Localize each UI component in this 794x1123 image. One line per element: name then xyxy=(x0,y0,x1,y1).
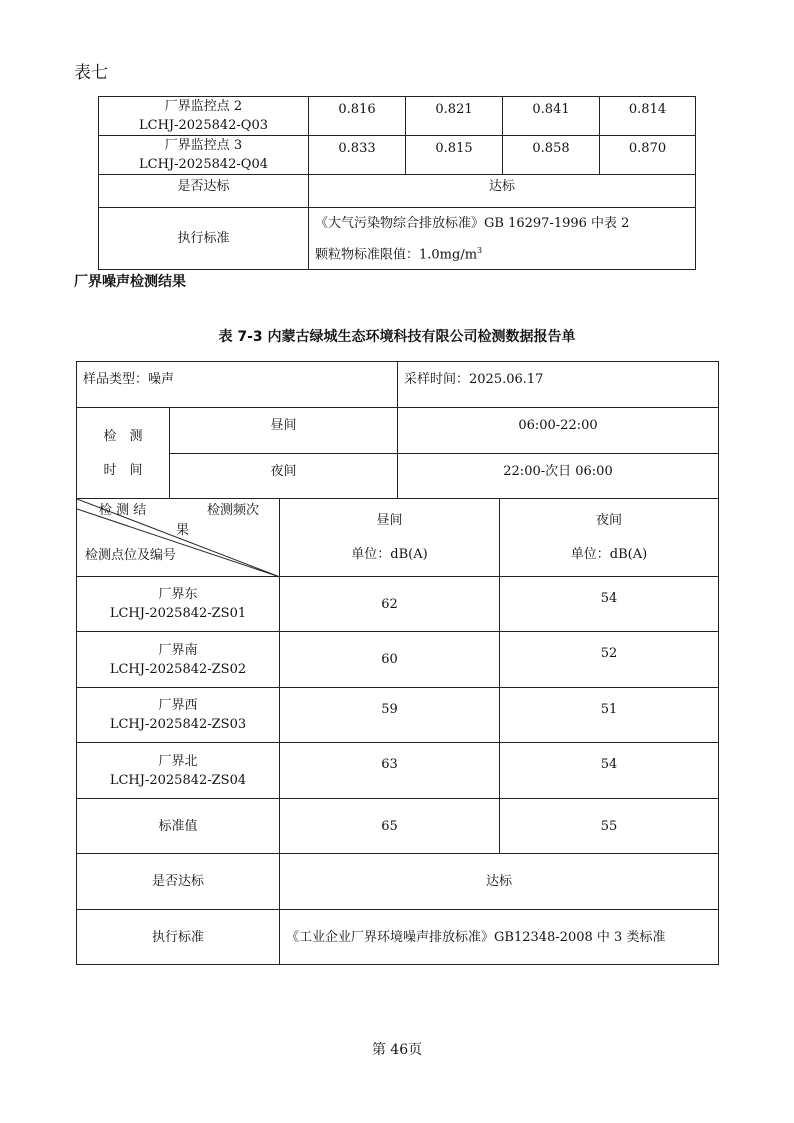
sample-type: 样品类型：噪声 xyxy=(77,362,398,408)
point-code: LCHJ-2025842-ZS04 xyxy=(109,772,247,788)
day-range: 06:00-22:00 xyxy=(398,408,719,454)
point-name: 厂界西 xyxy=(158,698,198,713)
value-cell: 0.816 xyxy=(309,97,406,136)
noise-table xyxy=(76,361,719,965)
sampling-time: 采样时间：2025.06.17 xyxy=(398,362,719,408)
diagonal-header-cell xyxy=(77,499,280,577)
value-cell: 0.814 xyxy=(600,97,696,136)
table-row xyxy=(77,799,719,854)
point-code: LCHJ-2025842-Q03 xyxy=(138,118,268,133)
value-cell: 0.833 xyxy=(309,136,406,175)
value-cell: 0.858 xyxy=(503,136,600,175)
point-code: LCHJ-2025842-ZS02 xyxy=(109,661,247,677)
table-row xyxy=(77,688,719,743)
diag-text-result: 检 测 结 xyxy=(99,503,147,518)
point-name: 厂界监控点 2 xyxy=(164,99,243,114)
col-day-unit: 单位：dB(A) xyxy=(351,546,428,562)
point-name: 厂界北 xyxy=(158,753,198,769)
table-row xyxy=(99,208,696,270)
diag-text-frequency: 检测频次 xyxy=(207,503,260,518)
table-caption: 表 7-3 内蒙古绿城生态环境科技有限公司检测数据报告单 xyxy=(218,329,576,345)
day-value: 60 xyxy=(280,632,500,688)
time-label: 时 间 xyxy=(103,463,143,478)
point-name: 厂界南 xyxy=(158,642,198,658)
point-name: 厂界监控点 3 xyxy=(164,138,243,153)
col-night-label: 夜间 xyxy=(595,512,622,528)
table-row xyxy=(77,910,719,965)
day-value: 59 xyxy=(280,688,500,743)
table-continuation-label: 表七 xyxy=(74,63,108,83)
table-row xyxy=(99,97,696,136)
compliance-label: 是否达标 xyxy=(77,854,280,910)
standard-label: 执行标准 xyxy=(99,208,309,270)
table-row xyxy=(77,854,719,910)
standard-text-line1: 《大气污染物综合排放标准》GB 16297-1996 中表 2 xyxy=(315,216,630,231)
compliance-value: 达标 xyxy=(309,175,696,208)
standard-day: 65 xyxy=(280,799,500,854)
night-range: 22:00-次日 06:00 xyxy=(398,454,719,499)
col-day-label: 昼间 xyxy=(376,512,403,528)
diag-text-point: 检测点位及编号 xyxy=(85,548,177,563)
diag-text-result-cont: 果 xyxy=(176,523,190,538)
exec-standard-text: 《工业企业厂界环境噪声排放标准》GB12348-2008 中 3 类标准 xyxy=(280,910,719,965)
standard-value-label: 标准值 xyxy=(77,799,280,854)
day-value: 63 xyxy=(280,743,500,799)
time-label: 检 测 xyxy=(103,429,143,444)
section-title: 厂界噪声检测结果 xyxy=(74,274,186,290)
table-row xyxy=(77,362,719,408)
page-number: 第 46页 xyxy=(371,1042,423,1058)
point-code: LCHJ-2025842-Q04 xyxy=(138,157,268,172)
col-night-unit: 单位：dB(A) xyxy=(570,546,648,562)
point-code: LCHJ-2025842-ZS03 xyxy=(109,717,247,732)
point-code: LCHJ-2025842-ZS01 xyxy=(109,606,247,621)
table-row xyxy=(77,577,719,632)
table-row xyxy=(77,499,719,577)
night-value: 54 xyxy=(500,577,719,632)
compliance-value: 达标 xyxy=(280,854,719,910)
table-row xyxy=(99,136,696,175)
table-row xyxy=(77,743,719,799)
day-label: 昼间 xyxy=(170,408,398,454)
standard-night: 55 xyxy=(500,799,719,854)
night-value: 54 xyxy=(500,743,719,799)
value-cell: 0.821 xyxy=(406,97,503,136)
table-row xyxy=(77,632,719,688)
value-cell: 0.841 xyxy=(503,97,600,136)
night-label: 夜间 xyxy=(170,454,398,499)
table-row xyxy=(77,408,719,454)
exec-standard-label: 执行标准 xyxy=(77,910,280,965)
point-name: 厂界东 xyxy=(158,587,198,602)
superscript: 3 xyxy=(477,246,483,255)
table-row xyxy=(77,454,719,499)
day-value: 62 xyxy=(280,577,500,632)
table-row xyxy=(99,175,696,208)
night-value: 52 xyxy=(500,632,719,688)
standard-text-line2: 颗粒物标准限值：1.0mg/m xyxy=(315,247,478,263)
value-cell: 0.815 xyxy=(406,136,503,175)
compliance-label: 是否达标 xyxy=(99,175,309,208)
value-cell: 0.870 xyxy=(600,136,696,175)
night-value: 51 xyxy=(500,688,719,743)
particulate-table xyxy=(98,96,696,270)
